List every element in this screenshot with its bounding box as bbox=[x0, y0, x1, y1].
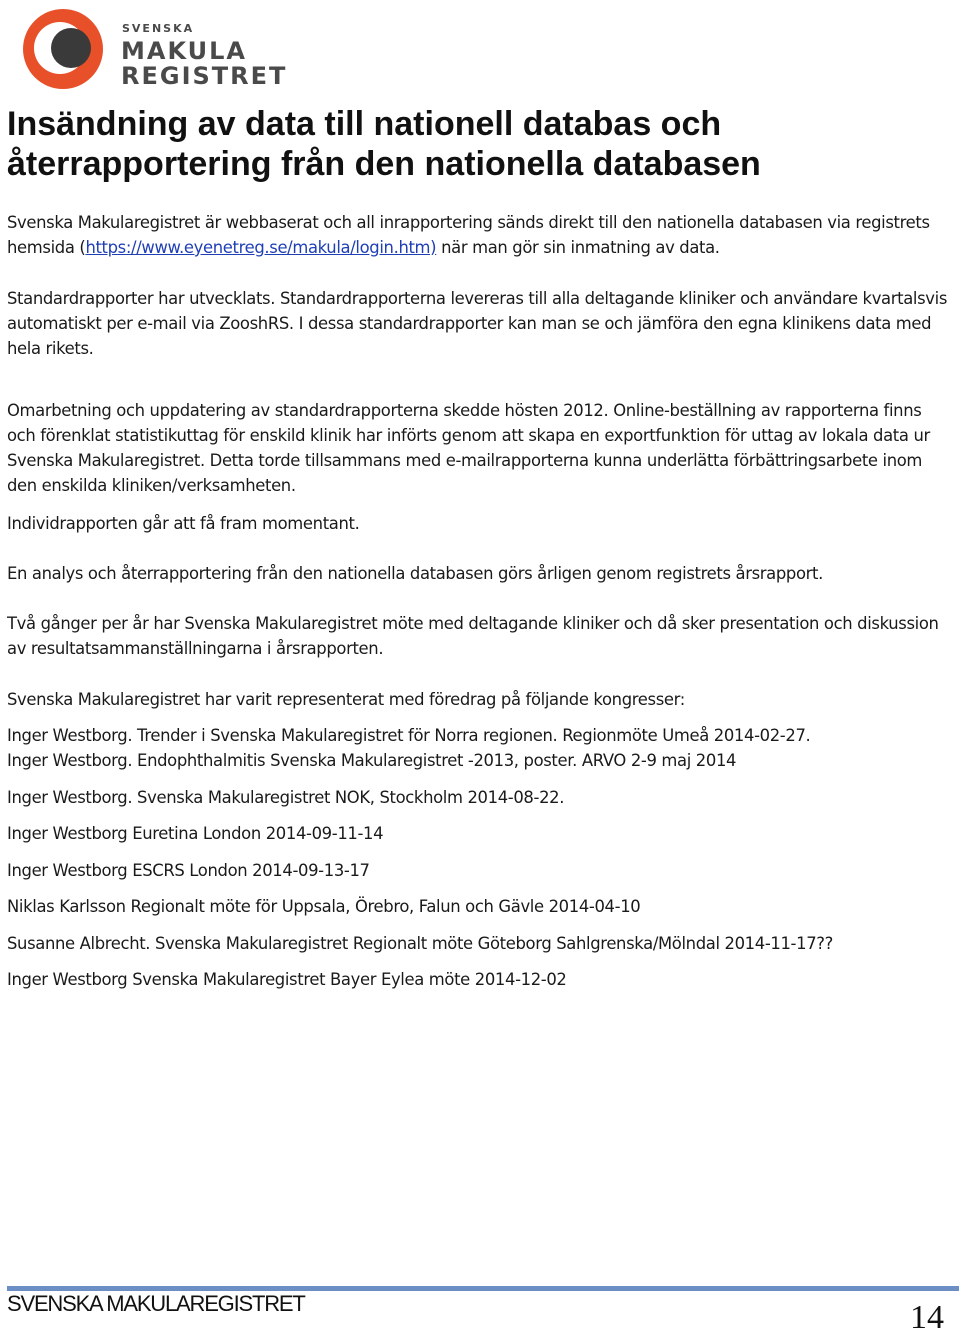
congress-item: Inger Westborg. Svenska Makularegistret NOK, Stockholm 2014-08-22. bbox=[7, 788, 565, 807]
makula-registret-logo bbox=[22, 8, 288, 90]
paragraph-webbaserat bbox=[7, 210, 952, 260]
paragraph-moten: Två gånger per år har Svenska Makularegistret möte med deltagande kliniker och då sker presentation och diskussion av resultatsammanställningarna i årsrapporten. bbox=[7, 614, 939, 658]
congress-item: Inger Westborg. Trender i Svenska Makularegistret för Norra regionen. Regionmöte Umeå 2014-02-27. bbox=[7, 726, 811, 745]
congress-item: Inger Westborg ESCRS London 2014-09-13-17 bbox=[7, 861, 370, 880]
paragraph-standardrapporter: Standardrapporter har utvecklats. Standardrapporterna levereras till alla deltagande kliniker och användare kvartalsvis automatiskt per e-mail via ZooshRS. I dessa standardrapporter kan man se och jämföra den egna klinikens data med hela rikets. bbox=[7, 289, 948, 358]
congress-item: Inger Westborg Svenska Makularegistret Bayer Eylea möte 2014-12-02 bbox=[7, 970, 567, 989]
page-title-line-2: återrapportering från den nationella databasen bbox=[7, 145, 761, 183]
login-link[interactable]: https://www.eyenetreg.se/makula/login.htm) bbox=[85, 238, 437, 257]
footer-label: SVENSKA MAKULAREGISTRET bbox=[7, 1291, 305, 1316]
logo-text-registret: REGISTRET bbox=[121, 62, 288, 90]
eye-logo-icon bbox=[22, 8, 104, 90]
paragraph-omarbetning: Omarbetning och uppdatering av standardrapporterna skedde hösten 2012. Online-beställning av rapporterna finns och förenklat statistikuttag för enskild klinik har införts genom att skapa en exportfunktion för uttag av lokala data ur Svenska Makularegistret. Detta torde tillsammans med e-mailrapporterna kunna underlätta förbättringsarbete inom den enskilda kliniken/verksamheten. bbox=[7, 401, 930, 495]
page-title-line-1: Insändning av data till nationell databas och bbox=[7, 105, 722, 143]
page-title bbox=[7, 104, 947, 184]
congress-item: Niklas Karlsson Regionalt möte för Uppsala, Örebro, Falun och Gävle 2014-04-10 bbox=[7, 897, 641, 916]
paragraph-individrapport: Individrapporten går att få fram momentant. bbox=[7, 514, 360, 533]
page-number: 14 bbox=[910, 1299, 944, 1336]
paragraph-webbaserat-text: Svenska Makularegistret är webbaserat och all inrapportering sänds direkt till den nationella databasen via registrets hemsida ( bbox=[7, 213, 930, 257]
paragraph-webbaserat-tail: när man gör sin inmatning av data. bbox=[436, 238, 720, 257]
logo-text-svenska: SVENSKA bbox=[122, 22, 195, 35]
congress-item: Susanne Albrecht. Svenska Makularegistret Regionalt möte Göteborg Sahlgrenska/Mölndal 2014-11-17?? bbox=[7, 934, 833, 953]
congress-item: Inger Westborg. Endophthalmitis Svenska Makularegistret -2013, poster. ARVO 2-9 maj 2014 bbox=[7, 751, 737, 770]
paragraph-arsrapport: En analys och återrapportering från den nationella databasen görs årligen genom registrets årsrapport. bbox=[7, 564, 823, 583]
congress-item: Inger Westborg Euretina London 2014-09-11-14 bbox=[7, 824, 384, 843]
logo-text-makula: MAKULA bbox=[121, 37, 247, 65]
paragraph-kongresser-intro: Svenska Makularegistret har varit representerat med föredrag på följande kongresser: bbox=[7, 690, 685, 709]
